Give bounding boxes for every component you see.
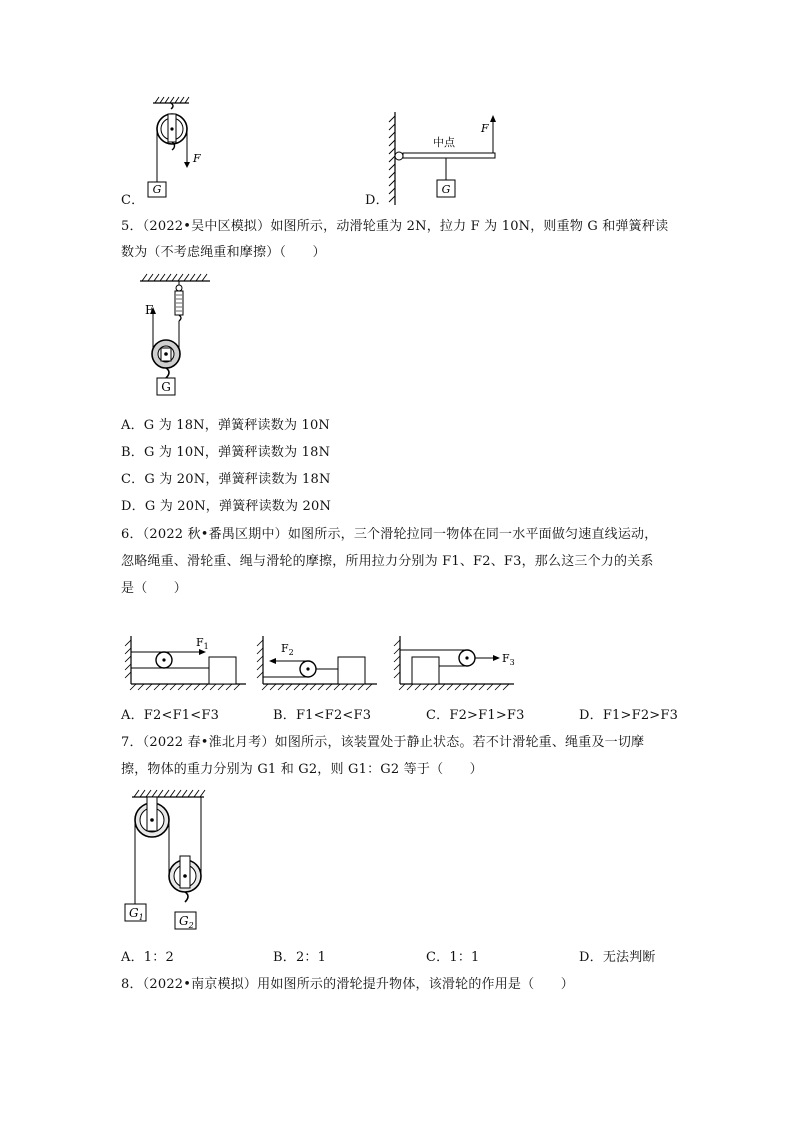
q5-option-c[interactable]: C．G 为 20N，弹簧秤读数为 18N — [121, 472, 331, 487]
q6-text-line-2: 忽略绳重、滑轮重、绳与滑轮的摩擦，所用拉力分别为 F1、F2、F3，那么这三个力的关系 — [121, 554, 654, 569]
q5-text-line-2: 数为（不考虑绳重和摩擦）（ ） — [121, 245, 326, 260]
q6-panel-3 — [394, 636, 515, 690]
q4-figure-d — [378, 110, 508, 210]
q8-text-line-1: 8．（2022•南京模拟）用如图所示的滑轮提升物体，该滑轮的作用是（ ） — [121, 977, 574, 992]
q5-option-a[interactable]: A．G 为 18N，弹簧秤读数为 10N — [121, 418, 331, 433]
q7-option-c[interactable]: C．1：1 — [426, 950, 480, 965]
q5-option-b[interactable]: B．G 为 10N，弹簧秤读数为 18N — [121, 445, 331, 460]
q7-text-line-2: 擦，物体的重力分别为 G1 和 G2，则 G1：G2 等于（ ） — [121, 762, 483, 777]
f3-label: $F_3$ — [502, 652, 515, 667]
weight-label: G — [152, 183, 162, 196]
q7-option-b[interactable]: B．2：1 — [273, 950, 327, 965]
q6-option-b[interactable]: B．F1<F2<F3 — [273, 708, 372, 723]
q6-figure — [124, 632, 524, 694]
q6-text-line-3: 是（ ） — [121, 581, 188, 596]
q5-figure — [138, 272, 218, 402]
force-label: F — [193, 152, 201, 165]
q6-option-d[interactable]: D．F1>F2>F3 — [579, 708, 679, 723]
q6-option-c[interactable]: C．F2>F1>F3 — [426, 708, 525, 723]
option-c-label: C． — [121, 193, 145, 208]
f1-label: $F_1$ — [196, 636, 209, 651]
q7-text-line-1: 7．（2022 春•淮北月考）如图所示，该装置处于静止状态。若不计滑轮重、绳重及一切摩 — [121, 735, 645, 750]
weight-label: G — [441, 183, 451, 196]
q7-option-a[interactable]: A．1：2 — [121, 950, 174, 965]
q5-option-d[interactable]: D．G 为 20N，弹簧秤读数为 20N — [121, 499, 332, 514]
weight-label: G — [161, 380, 171, 394]
f2-label: $F_2$ — [281, 642, 294, 657]
q7-option-d[interactable]: D．无法判断 — [579, 950, 656, 965]
g2-label: $G_2$ — [179, 914, 194, 930]
q6-panel-1 — [125, 636, 246, 690]
q5-text-line-1: 5．（2022•吴中区模拟）如图所示，动滑轮重为 2N，拉力 F 为 10N，则重物 G 和弹簧秤读 — [121, 219, 669, 234]
q7-figure — [120, 786, 220, 936]
q6-panel-2 — [257, 636, 377, 690]
q6-option-a[interactable]: A．F2<F1<F3 — [121, 708, 220, 723]
option-d-label: D． — [365, 193, 389, 208]
q4-figure-c — [145, 96, 215, 206]
force-label: F — [145, 303, 154, 317]
force-label: F — [481, 122, 489, 135]
q6-text-line-1: 6．（2022 秋•番禺区期中）如图所示，三个滑轮拉同一物体在同一水平面做匀速直线运动， — [121, 527, 658, 542]
g1-label: $G_1$ — [129, 906, 144, 922]
midpoint-label: 中点 — [433, 136, 455, 149]
